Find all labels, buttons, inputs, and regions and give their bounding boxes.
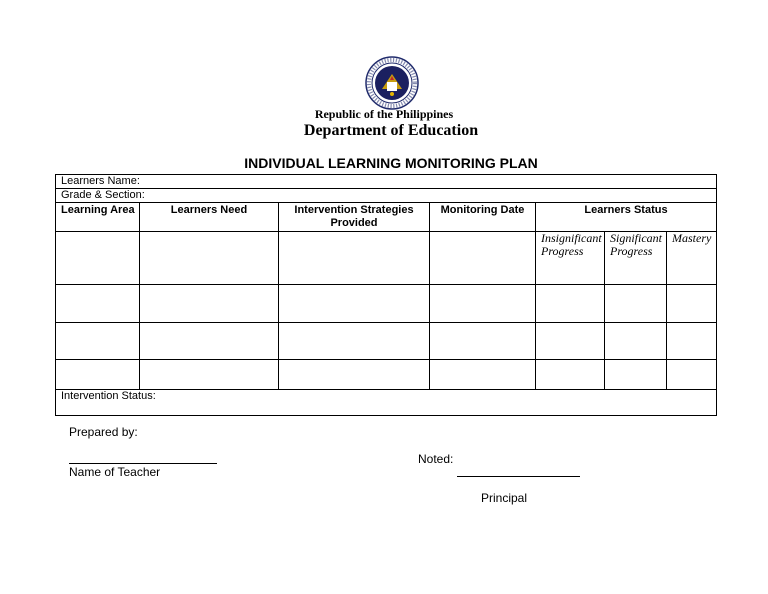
name-of-teacher-label: Name of Teacher bbox=[69, 465, 161, 479]
table-cell[interactable] bbox=[430, 323, 536, 360]
table-cell[interactable] bbox=[667, 323, 717, 360]
table-cell[interactable] bbox=[536, 285, 605, 323]
table-cell[interactable] bbox=[56, 232, 140, 285]
table-cell[interactable] bbox=[140, 360, 279, 390]
table-cell[interactable] bbox=[140, 232, 279, 285]
col-monitoring-date: Monitoring Date bbox=[430, 203, 536, 232]
table-cell[interactable] bbox=[667, 360, 717, 390]
monitoring-plan-table bbox=[55, 174, 717, 416]
table-cell[interactable] bbox=[605, 285, 667, 323]
table-cell[interactable] bbox=[605, 323, 667, 360]
department-heading: Department of Education bbox=[303, 122, 479, 139]
table-cell[interactable] bbox=[140, 285, 279, 323]
deped-seal-logo bbox=[365, 56, 419, 110]
table-cell[interactable] bbox=[536, 360, 605, 390]
grade-section-field[interactable]: Grade & Section: bbox=[56, 189, 717, 203]
table-cell[interactable] bbox=[56, 285, 140, 323]
table-row bbox=[56, 285, 717, 323]
learners-name-field[interactable]: Learners Name: bbox=[56, 175, 717, 189]
status-insignificant-progress[interactable]: Insignificant Progress bbox=[536, 232, 605, 285]
table-cell[interactable] bbox=[56, 323, 140, 360]
table-cell[interactable] bbox=[430, 232, 536, 285]
table-cell[interactable] bbox=[56, 360, 140, 390]
table-cell[interactable] bbox=[279, 323, 430, 360]
col-learners-status: Learners Status bbox=[536, 203, 717, 232]
noted-label: Noted: bbox=[418, 452, 454, 466]
table-cell[interactable] bbox=[140, 323, 279, 360]
table-cell[interactable] bbox=[667, 285, 717, 323]
principal-signature-line[interactable] bbox=[457, 476, 580, 477]
status-significant-progress[interactable]: Significant Progress bbox=[605, 232, 667, 285]
teacher-signature-line[interactable] bbox=[69, 463, 217, 464]
col-learning-area: Learning Area bbox=[56, 203, 140, 232]
table-row bbox=[56, 360, 717, 390]
prepared-by-label: Prepared by: bbox=[69, 425, 138, 439]
table-cell[interactable] bbox=[430, 360, 536, 390]
table-cell[interactable] bbox=[536, 323, 605, 360]
table-cell[interactable] bbox=[430, 285, 536, 323]
table-cell[interactable] bbox=[279, 360, 430, 390]
table-cell[interactable] bbox=[605, 360, 667, 390]
form-title: INDIVIDUAL LEARNING MONITORING PLAN bbox=[244, 155, 538, 171]
intervention-status-field[interactable]: Intervention Status: bbox=[56, 390, 717, 416]
republic-heading: Republic of the Philippines bbox=[314, 107, 454, 121]
col-learners-need: Learners Need bbox=[140, 203, 279, 232]
table-cell[interactable] bbox=[279, 232, 430, 285]
table-cell[interactable] bbox=[279, 285, 430, 323]
principal-label: Principal bbox=[481, 491, 528, 505]
col-intervention-strategies: Intervention Strategies Provided bbox=[279, 203, 430, 232]
table-row bbox=[56, 323, 717, 360]
status-mastery[interactable]: Mastery bbox=[667, 232, 717, 285]
